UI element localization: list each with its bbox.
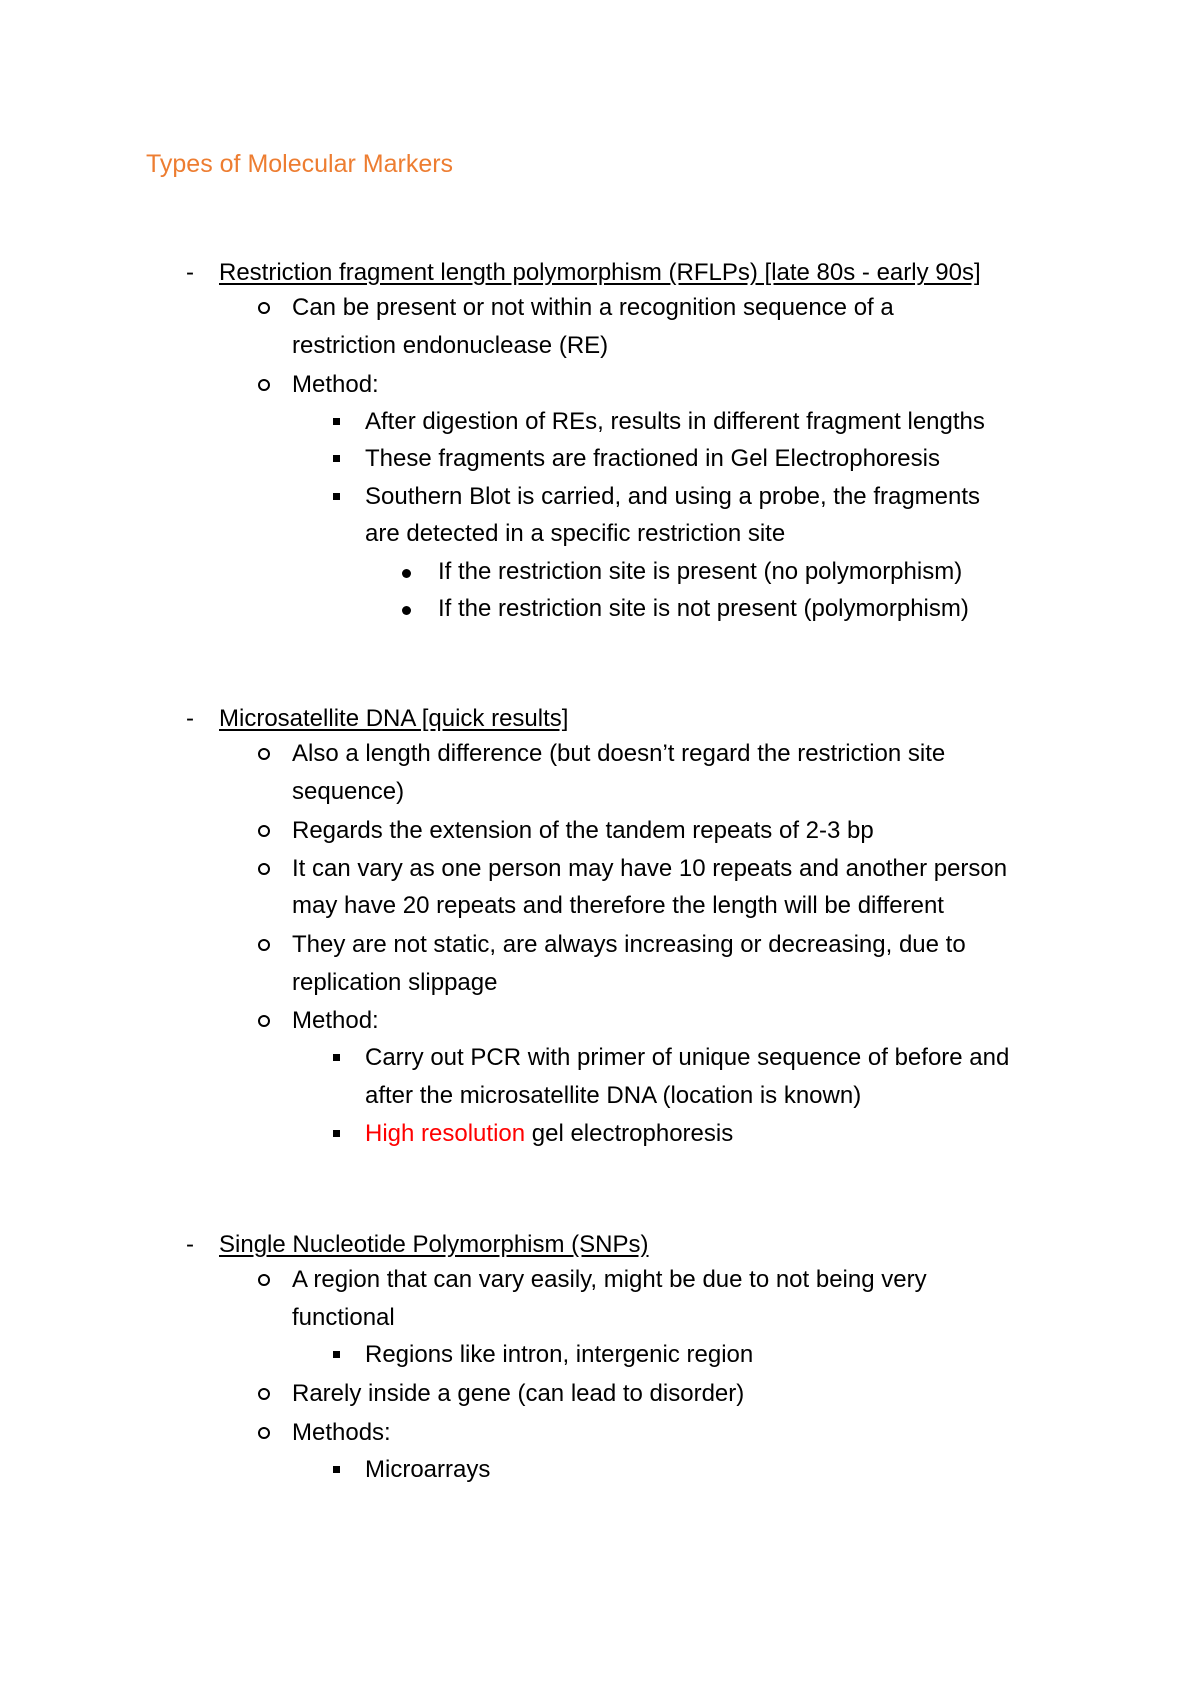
list-item: After digestion of REs, results in different fragment lengths <box>365 408 985 435</box>
circle-bullet <box>258 1274 270 1286</box>
list-item: Can be present or not within a recognition sequence of a <box>292 294 894 321</box>
dash-bullet: - <box>186 705 194 732</box>
list-item-continuation: sequence) <box>292 778 405 805</box>
list-item-continuation: replication slippage <box>292 969 498 996</box>
list-item-continuation: are detected in a specific restriction site <box>365 520 786 547</box>
square-bullet <box>333 493 340 500</box>
circle-bullet <box>258 302 270 314</box>
list-item: It can vary as one person may have 10 repeats and another person <box>292 855 1008 882</box>
section-heading-rflp: Restriction fragment length polymorphism (RFLPs) [late 80s - early 90s] <box>219 259 981 286</box>
square-bullet <box>333 1466 340 1473</box>
square-bullet <box>333 1351 340 1358</box>
round-bullet <box>402 606 411 615</box>
highlighted-text: High resolution <box>365 1120 526 1147</box>
section-heading-microsatellite: Microsatellite DNA [quick results] <box>219 705 569 732</box>
list-item: Regions like intron, intergenic region <box>365 1341 754 1368</box>
list-item-continuation: may have 20 repeats and therefore the length will be different <box>292 892 944 919</box>
list-item-continuation: restriction endonuclease (RE) <box>292 332 609 359</box>
circle-bullet <box>258 825 270 837</box>
list-item-continuation: after the microsatellite DNA (location is known) <box>365 1082 862 1109</box>
list-item: Method: <box>292 371 379 398</box>
list-item: A region that can vary easily, might be due to not being very <box>292 1266 927 1293</box>
section-heading-snp: Single Nucleotide Polymorphism (SNPs) <box>219 1231 649 1258</box>
list-item: Rarely inside a gene (can lead to disorder) <box>292 1380 745 1407</box>
square-bullet <box>333 1054 340 1061</box>
list-item: Also a length difference (but doesn’t regard the restriction site <box>292 740 946 767</box>
round-bullet <box>402 569 411 578</box>
list-item: These fragments are fractioned in Gel Electrophoresis <box>365 445 940 472</box>
list-item: If the restriction site is not present (polymorphism) <box>438 595 969 622</box>
circle-bullet <box>258 748 270 760</box>
circle-bullet <box>258 863 270 875</box>
circle-bullet <box>258 379 270 391</box>
list-item: Microarrays <box>365 1456 491 1483</box>
list-item: Southern Blot is carried, and using a probe, the fragments <box>365 483 981 510</box>
list-item: They are not static, are always increasing or decreasing, due to <box>292 931 966 958</box>
list-item <box>365 1118 733 1150</box>
circle-bullet <box>258 1015 270 1027</box>
list-item: If the restriction site is present (no polymorphism) <box>438 558 963 585</box>
dash-bullet: - <box>186 259 194 286</box>
circle-bullet <box>258 939 270 951</box>
list-item-continuation: functional <box>292 1304 395 1331</box>
dash-bullet: - <box>186 1231 194 1258</box>
square-bullet <box>333 455 340 462</box>
square-bullet <box>333 1130 340 1137</box>
square-bullet <box>333 418 340 425</box>
list-item-text: gel electrophoresis <box>525 1120 734 1147</box>
list-item: Regards the extension of the tandem repeats of 2-3 bp <box>292 817 874 844</box>
circle-bullet <box>258 1388 270 1400</box>
circle-bullet <box>258 1427 270 1439</box>
list-item: Method: <box>292 1007 379 1034</box>
document-title: Types of Molecular Markers <box>146 150 454 178</box>
list-item: Carry out PCR with primer of unique sequence of before and <box>365 1044 1010 1071</box>
list-item: Methods: <box>292 1419 391 1446</box>
